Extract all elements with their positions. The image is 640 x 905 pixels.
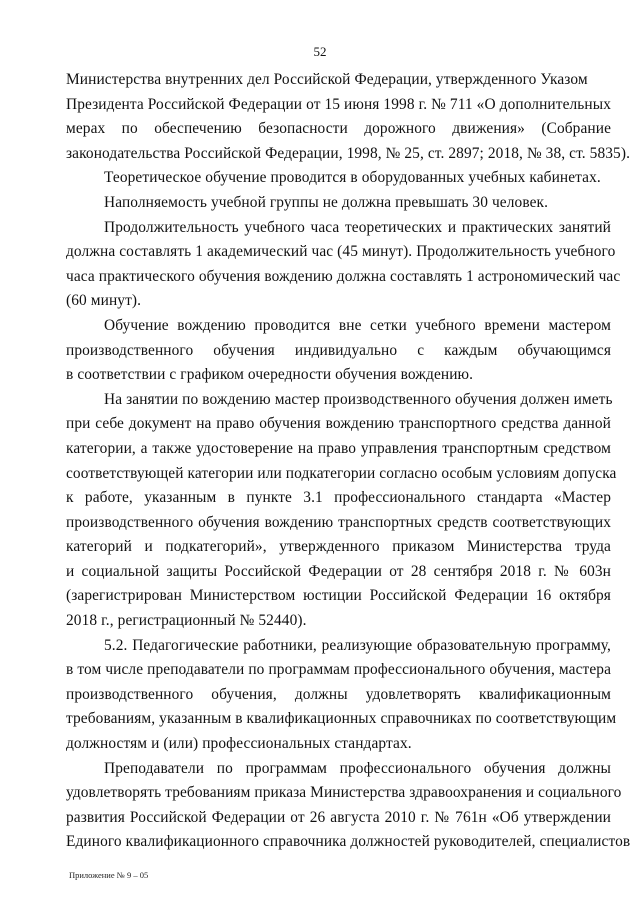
paragraph-first-line: Наполняемость учебной группы не должна превышать 30 человек. [104,193,549,211]
page-number: 52 [313,44,327,59]
text-line: производственного обучения индивидуально с каждым обучающимся [66,341,611,359]
text-line: категории, а также удостоверение на право управления транспортным средством [66,439,611,457]
text-line: должна составлять 1 академический час (45 минут). Продолжительность учебного [66,243,616,261]
text-line: часа практического обучения вождению должна составлять 1 астрономический час [66,267,621,285]
text-line: и социальной защиты Российской Федерации от 28 сентября 2018 г. № 603н [66,562,611,580]
text-line: Единого квалификационного справочника должностей руководителей, специалистов [66,833,631,851]
text-line: требованиям, указанным в квалификационных справочниках по соответствующим [66,710,617,728]
text-line: законодательства Российской Федерации, 1998, № 25, ст. 2897; 2018, № 38, ст. 5835). [66,144,631,162]
text-line: мерах по обеспечению безопасности дорожного движения» (Собрание [66,120,611,138]
text-line: развития Российской Федерации от 26 августа 2010 г. № 761н «Об утверждении [66,808,611,826]
text-line: 2018 г., регистрационный № 52440). [66,612,307,630]
text-line: удовлетворять требованиям приказа Министерства здравоохранения и социального [66,784,622,802]
text-line: в соответствии с графиком очередности обучения вождению. [66,366,474,384]
text-line: должностям и (или) профессиональных стандартах. [66,735,412,753]
text-line: в том числе преподаватели по программам профессионального обучения, мастера [66,661,611,679]
text-line: Министерства внутренних дел Российской Федерации, утвержденного Указом [66,71,588,88]
document-body [66,68,631,855]
text-line: (60 минут). [66,292,142,310]
paragraph-first-line: Продолжительность учебного часа теоретических и практических занятий [104,218,611,236]
text-line: (зарегистрирован Министерством юстиции Российской Федерации 16 октября [66,587,611,605]
paragraph-first-line: Обучение вождению проводится вне сетки учебного времени мастером [104,316,611,334]
text-line: производственного обучения вождению транспортных средств соответствующих [66,513,611,531]
paragraph-first-line: Теоретическое обучение проводится в оборудованных учебных кабинетах. [104,169,601,187]
text-line: соответствующей категории или подкатегории согласно особым условиям допуска [66,464,617,482]
text-line: производственного обучения, должны удовлетворять квалификационным [66,685,611,703]
paragraph-first-line: На занятии по вождению мастер производственного обучения должен иметь [104,390,613,408]
paragraph-first-line: 5.2. Педагогические работники, реализующие образовательную программу, [104,636,611,654]
text-line: при себе документ на право обучения вождению транспортного средства данной [66,415,611,433]
text-line: категорий и подкатегорий», утвержденного приказом Министерства труда [66,538,611,556]
footer-note: Приложение № 9 – 05 [69,870,149,880]
text-line: Президента Российской Федерации от 15 июня 1998 г. № 711 «О дополнительных [66,95,611,113]
text-line: к работе, указанным в пункте 3.1 профессионального стандарта «Мастер [66,489,611,507]
paragraph-first-line: Преподаватели по программам профессионального обучения должны [104,759,611,777]
